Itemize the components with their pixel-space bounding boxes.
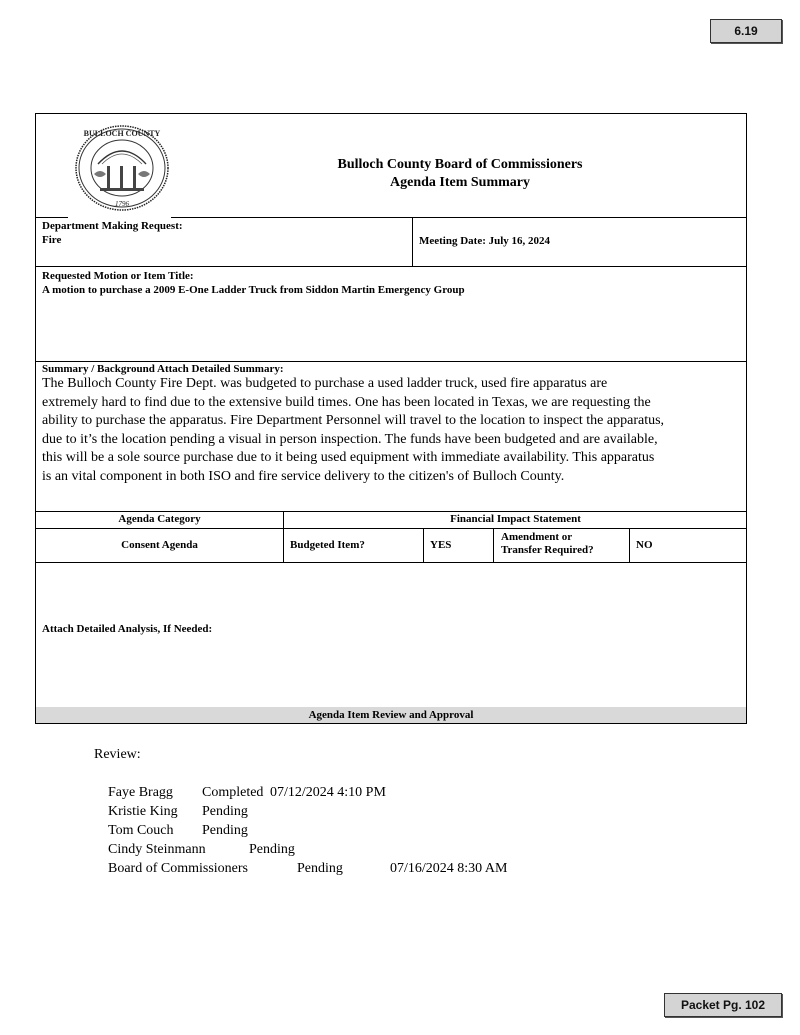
summary-line: due to it’s the location pending a visual in person inspection. The funds have been budgeted and are available, [42,431,658,447]
divider [35,562,747,563]
budgeted-item-value: YES [430,539,452,551]
summary-line: is an vital component in both ISO and fire service delivery to the citizen's of Bulloch County. [42,468,565,484]
form-title: Bulloch County Board of Commissioners [337,157,583,172]
divider [171,217,747,218]
svg-text:BULLOCH COUNTY: BULLOCH COUNTY [83,129,161,138]
summary-line: The Bulloch County Fire Dept. was budgeted to purchase a used ladder truck, used fire apparatus are [42,376,608,391]
budgeted-item-label: Budgeted Item? [290,539,365,551]
financial-impact-header: Financial Impact Statement [450,513,581,525]
divider [412,217,413,266]
amendment-value: NO [636,539,653,551]
review-heading: Review: [94,747,141,762]
review-entry [94,764,507,800]
agenda-category-header: Agenda Category [118,513,201,525]
summary-text [42,375,744,486]
divider [35,511,747,512]
summary-line: this will be a sole source purchase due to it being used equipment with immediate availability. This apparatus [42,450,655,465]
review-status: Pending [297,861,343,876]
reviewer-name: Faye Bragg [108,785,173,800]
summary-line: extremely hard to find due to the extensive build times. One has been located in Texas, we are requesting the [42,394,651,410]
divider [629,528,630,562]
divider [493,528,494,562]
review-status: Pending [202,823,248,838]
item-number-badge: 6.19 [710,19,782,43]
review-timestamp: 07/12/2024 4:10 PM [270,785,386,800]
review-approval-bar: Agenda Item Review and Approval [36,707,746,723]
attach-analysis-label: Attach Detailed Analysis, If Needed: [42,623,213,635]
divider [423,528,424,562]
summary-line: ability to purchase the apparatus. Fire Department Personnel will travel to the location to inspect the apparatus, [42,413,665,428]
divider [35,528,747,529]
department-value: Fire [42,234,62,246]
review-list [94,745,508,876]
packet-page-badge: Packet Pg. 102 [664,993,782,1017]
amendment-label-line: Amendment or [501,531,573,543]
amendment-label-line: Transfer Required? [501,544,594,556]
county-seal-icon [74,124,170,212]
motion-label: Requested Motion or Item Title: [42,270,194,282]
meeting-date: Meeting Date: July 16, 2024 [419,235,551,247]
form-subtitle: Agenda Item Summary [390,175,530,190]
summary-label: Summary / Background Attach Detailed Summary: [42,363,284,375]
review-status: Pending [202,804,248,819]
department-label: Department Making Request: [42,220,183,232]
review-timestamp: 07/16/2024 8:30 AM [390,861,508,876]
agenda-category-value: Consent Agenda [121,539,198,551]
review-status: Completed [202,785,264,800]
reviewer-name: Tom Couch [108,823,174,838]
svg-text:1796: 1796 [115,200,129,208]
reviewer-name: Kristie King [108,804,178,819]
amendment-label [501,531,594,557]
divider [35,266,747,267]
divider [35,361,747,362]
reviewer-name: Cindy Steinmann [108,842,206,857]
review-status: Pending [249,842,295,857]
reviewer-name: Board of Commissioners [108,861,248,876]
divider [35,217,68,218]
motion-value: A motion to purchase a 2009 E-One Ladder Truck from Siddon Martin Emergency Group [42,284,465,296]
